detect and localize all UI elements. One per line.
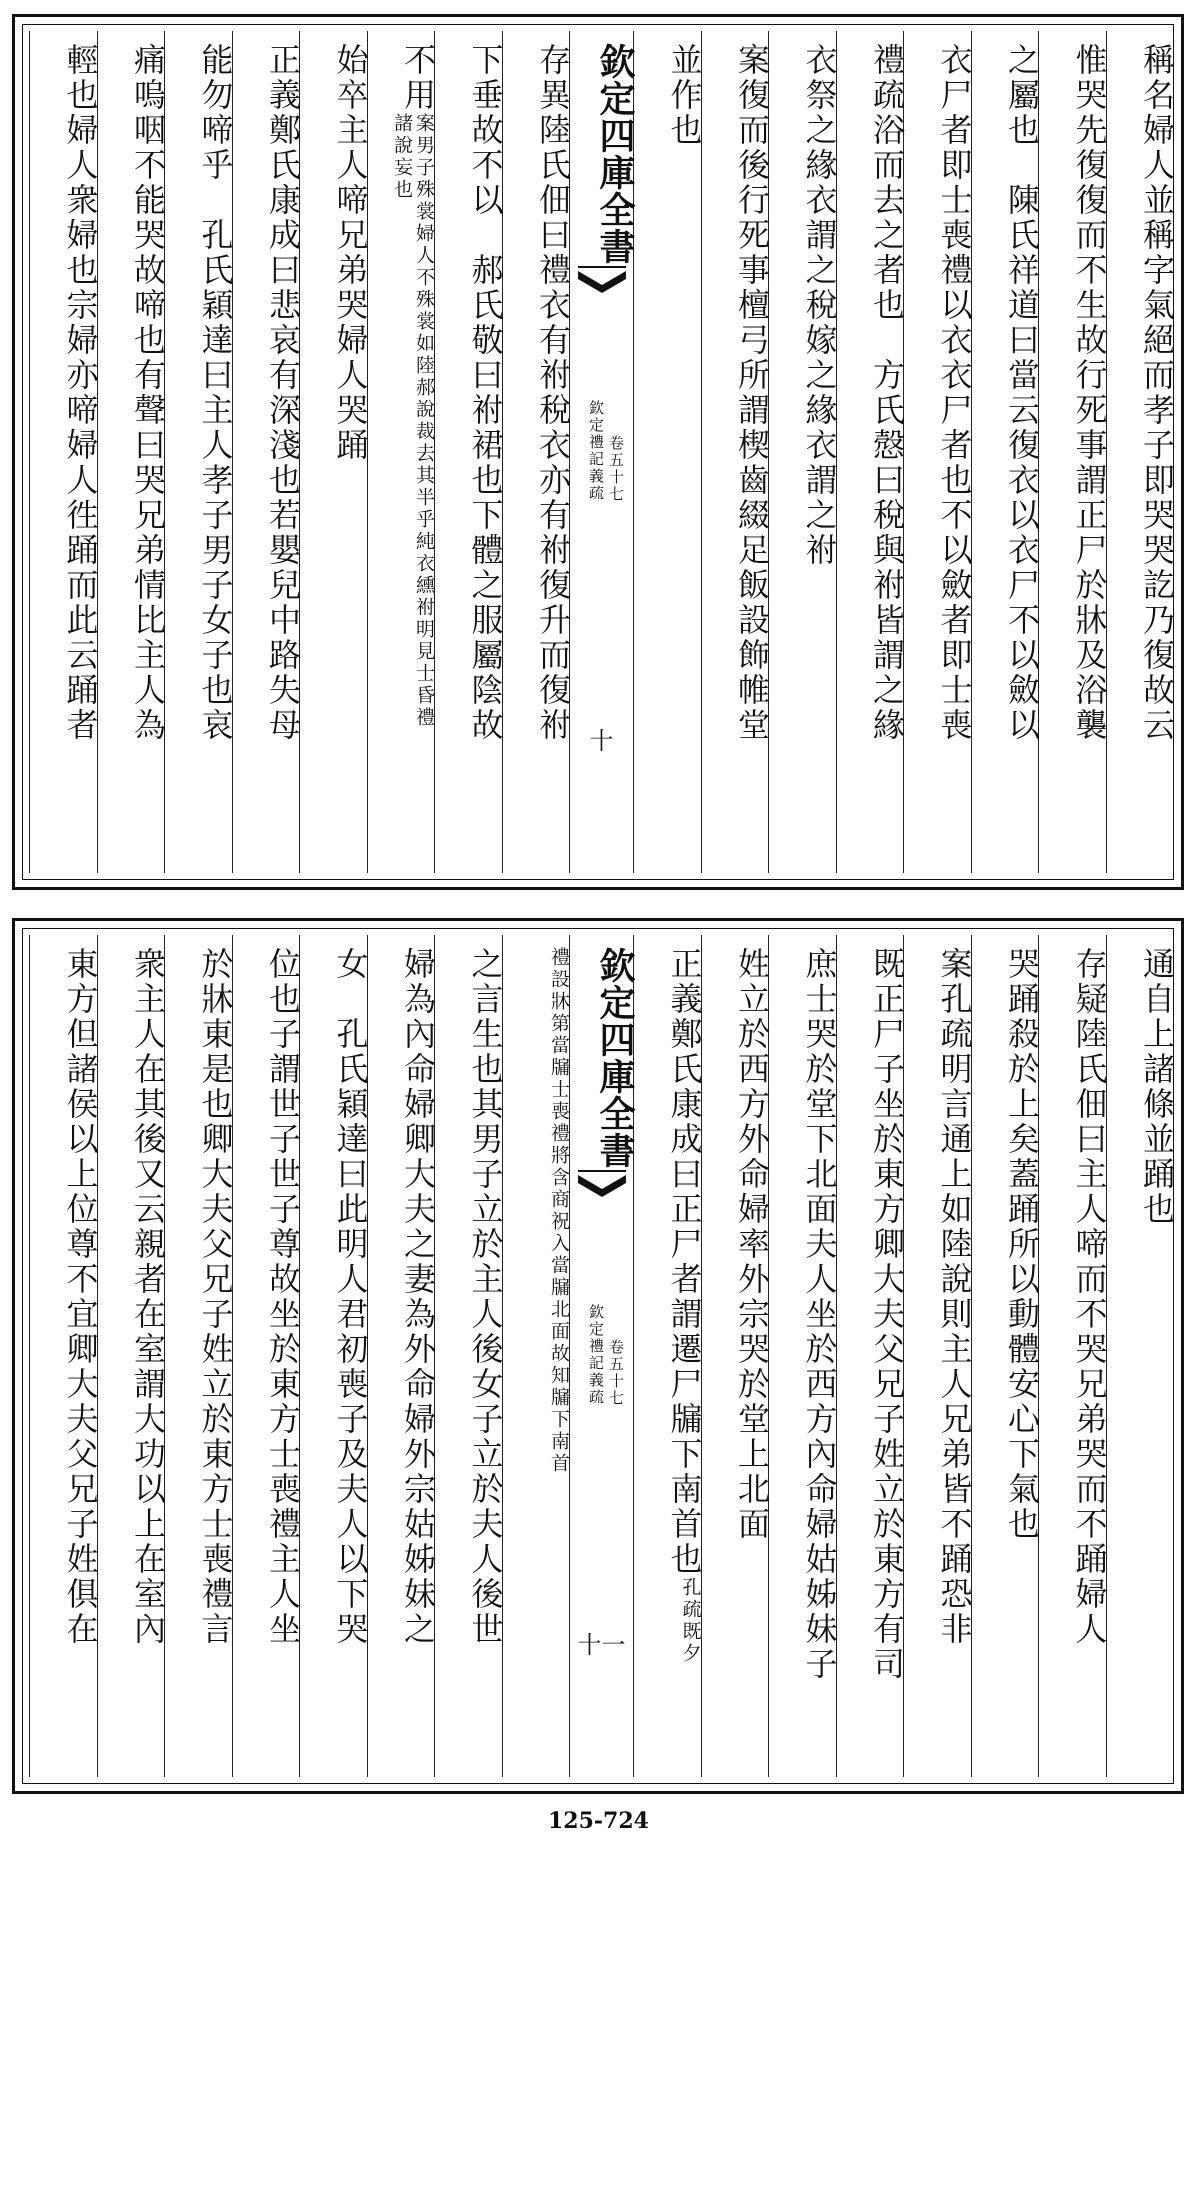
text-column <box>633 935 704 1777</box>
column-text: 痛嗚咽不能哭故啼也有聲曰哭兄弟情比主人為 <box>129 43 167 743</box>
column-text: 衆主人在其後又云親者在室謂大功以上在室內 <box>129 947 167 1647</box>
column-text: 東方但諸侯以上位尊不宜卿大夫父兄子姓俱在 <box>61 947 100 1647</box>
gutter-book-title: 欽定禮記義疏 <box>587 400 605 502</box>
text-column <box>633 31 704 873</box>
column-text: 庶士哭於堂下北面夫人坐於西方內命婦姑姊妹子 <box>800 947 839 1682</box>
text-column <box>232 935 300 1777</box>
text-column <box>434 31 505 873</box>
annotation-text: 禮設牀第當牖士喪禮將含商祝入當牖北面故知牖下南首 <box>548 947 570 1475</box>
text-column <box>367 31 435 873</box>
text-column <box>164 31 235 873</box>
page-bottom <box>12 918 1184 1794</box>
text-column <box>1106 31 1174 873</box>
text-column <box>97 31 165 873</box>
text-column <box>164 935 235 1777</box>
column-text: 始卒主人啼兄弟哭婦人哭踊 <box>331 43 370 463</box>
column-text: 既正尸子坐於東方卿大夫父兄子姓立於東方有司 <box>868 947 906 1682</box>
text-column <box>971 935 1039 1777</box>
text-column <box>232 31 300 873</box>
gutter-book-title: 欽定禮記義疏 <box>587 1304 605 1406</box>
text-column <box>299 935 370 1777</box>
column-text: 衣尸者即士喪禮以衣衣尸者也不以斂者即士喪 <box>935 43 974 743</box>
text-column <box>971 31 1039 873</box>
text-column <box>836 31 904 873</box>
fishtail-mark-icon <box>578 1167 626 1201</box>
text-column <box>367 935 435 1777</box>
gutter-leaf-number: 十 <box>589 727 614 755</box>
text-column <box>97 935 165 1777</box>
text-column <box>299 31 370 873</box>
text-column <box>1038 935 1109 1777</box>
column-text: 輕也婦人衆婦也宗婦亦啼婦人徃踊而此云踊者 <box>61 43 100 743</box>
text-column <box>701 935 769 1777</box>
column-text: 位也子謂世子世子尊故坐於東方士喪禮主人坐 <box>264 947 302 1647</box>
center-gutter <box>569 935 636 1777</box>
column-text: 姓立於西方外命婦率外宗哭於堂上北面 <box>733 947 771 1542</box>
column-text: 之言生也其男子立於主人後女子立於夫人後世 <box>466 947 505 1647</box>
text-column <box>768 935 839 1777</box>
text-column <box>903 31 974 873</box>
column-text: 稱名婦人並稱字氣絕而孝子即哭哭訖乃復故云 <box>1138 43 1176 743</box>
column-text: 存異陸氏佃曰禮衣有祔稅衣亦有祔復升而復祔 <box>534 43 572 743</box>
gutter-title: 欽定四庫全書 <box>594 947 636 1169</box>
column-text: 之屬也 陳氏祥道曰當云復衣以衣尸不以斂以 <box>1003 43 1041 743</box>
page-top <box>12 14 1184 890</box>
column-text: 下垂故不以 郝氏敬曰祔裙也下體之服屬陰故 <box>466 43 505 743</box>
text-column <box>434 935 505 1777</box>
text-column <box>1106 935 1174 1777</box>
text-column <box>502 31 570 873</box>
column-text: 正義鄭氏康成曰正尸者謂遷尸牖下南首也 <box>665 947 704 1577</box>
text-column <box>768 31 839 873</box>
text-column <box>29 935 100 1777</box>
column-text: 並作也 <box>665 43 704 148</box>
column-text: 婦為內命婦卿大夫之妻為外命婦外宗姑姊妹之 <box>399 947 437 1647</box>
column-text: 女 孔氏穎達曰此明人君初喪子及夫人以下哭 <box>331 947 370 1647</box>
column-text: 哭踊殺於上矣蓋踊所以動體安心下氣也 <box>1003 947 1041 1542</box>
column-text: 能勿啼乎 孔氏穎達曰主人孝子男子女子也哀 <box>196 43 235 743</box>
column-text: 惟哭先復復而不生故行死事謂正尸於牀及浴襲 <box>1070 43 1109 743</box>
column-text: 衣祭之緣衣謂之稅嫁之緣衣謂之祔 <box>800 43 839 568</box>
gutter-title: 欽定四庫全書 <box>594 43 636 265</box>
text-column <box>502 935 570 1777</box>
gutter-juan: 卷五十七 <box>607 435 625 503</box>
text-column <box>29 31 100 873</box>
page-number-footer: 125-724 <box>548 1808 649 1834</box>
text-column <box>1038 31 1109 873</box>
text-column <box>701 31 769 873</box>
annotation-text: 孔疏既夕 <box>679 1577 702 1665</box>
column-text: 於牀東是也卿大夫父兄子姓立於東方士喪禮言 <box>196 947 235 1647</box>
column-text: 不用 <box>399 43 437 113</box>
center-gutter <box>569 31 636 873</box>
text-column <box>903 935 974 1777</box>
annotation-text: 案男子殊裳婦人不殊裳如陸郝說裁去其半乎純衣纁祔明見士昏禮諸說妄也 <box>391 113 435 729</box>
gutter-juan: 卷五十七 <box>607 1339 625 1407</box>
column-text: 正義鄭氏康成曰悲哀有深淺也若嬰兒中路失母 <box>264 43 302 743</box>
column-text: 禮疏浴而去之者也 方氏慤曰稅與祔皆謂之緣 <box>868 43 906 743</box>
text-column <box>836 935 904 1777</box>
column-text: 案孔疏明言通上如陸說則主人兄弟皆不踊恐非 <box>935 947 974 1647</box>
gutter-leaf-number: 十一 <box>577 1631 626 1659</box>
fishtail-mark-icon <box>578 263 626 297</box>
column-text: 通自上諸條並踊也 <box>1138 947 1176 1227</box>
column-text: 案復而後行死事檀弓所謂楔齒綴足飯設飾帷堂 <box>733 43 771 743</box>
column-text: 存疑陸氏佃曰主人啼而不哭兄弟哭而不踊婦人 <box>1070 947 1109 1647</box>
